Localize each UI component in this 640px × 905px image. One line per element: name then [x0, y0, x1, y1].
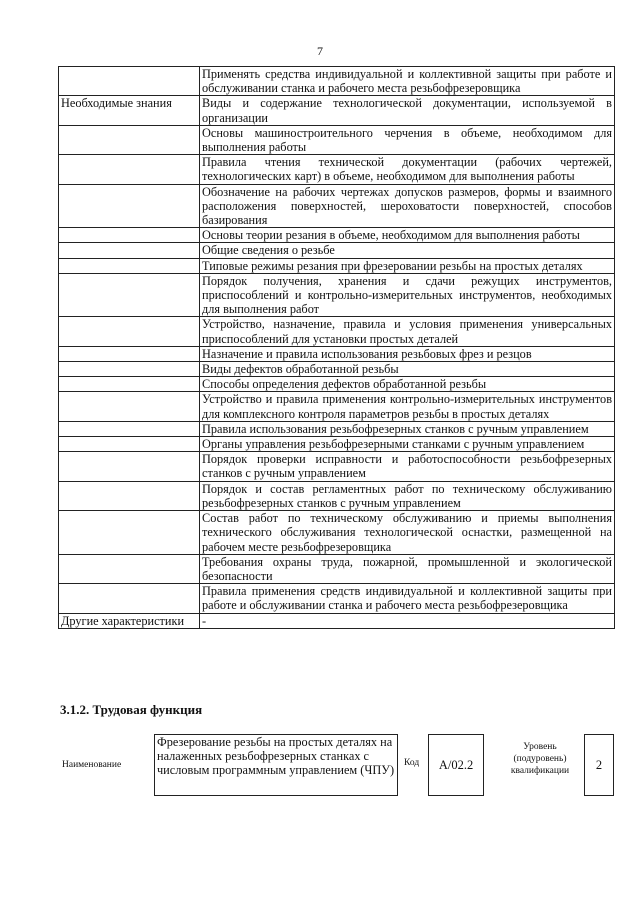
table-row [59, 437, 615, 452]
row-text: Правила применения средств индивидуальной и коллективной защиты при работе и обслуживании станка и рабочего места резьбофрезеровщика [200, 584, 615, 613]
row-label [59, 346, 200, 361]
row-text: Порядок проверки исправности и работоспособности резьбофрезерных станков с ручным управлением [200, 452, 615, 481]
row-label [59, 67, 200, 96]
row-label [59, 125, 200, 154]
row-text: Виды дефектов обработанной резьбы [200, 362, 615, 377]
table-row [59, 317, 615, 346]
row-label [59, 258, 200, 273]
table-row [59, 67, 615, 96]
function-code-value: А/02.2 [428, 734, 484, 796]
function-name-value: Фрезерование резьбы на простых деталях на налаженных резьбофрезерных станках с числовым программным управлением (ЧПУ) [154, 734, 398, 796]
row-text: Общие сведения о резьбе [200, 243, 615, 258]
table-row [59, 421, 615, 436]
row-text: Обозначение на рабочих чертежах допусков размеров, формы и взаимного расположения поверхностей, шероховатости поверхностей, способов базирования [200, 184, 615, 228]
row-text: Правила чтения технической документации (рабочих чертежей, технологических карт) в объеме, необходимом для выполнения работы [200, 155, 615, 184]
table-row [59, 452, 615, 481]
table-row [59, 96, 615, 125]
row-text: - [200, 613, 615, 628]
table-row [59, 155, 615, 184]
row-text: Способы определения дефектов обработанной резьбы [200, 377, 615, 392]
row-label [59, 273, 200, 317]
page-number: 7 [317, 44, 323, 58]
row-text: Применять средства индивидуальной и коллективной защиты при работе и обслуживании станка и рабочего места резьбофрезеровщика [200, 67, 615, 96]
row-text: Правила использования резьбофрезерных станков с ручным управлением [200, 421, 615, 436]
table-row [59, 273, 615, 317]
row-text: Назначение и правила использования резьбовых фрез и резцов [200, 346, 615, 361]
row-label [59, 243, 200, 258]
table-row [59, 511, 615, 555]
table-row [59, 613, 615, 628]
table-row [59, 346, 615, 361]
row-text: Требования охраны труда, пожарной, промышленной и экологической безопасности [200, 554, 615, 583]
name-label: Наименование [62, 760, 122, 770]
row-label [59, 511, 200, 555]
row-text: Устройство, назначение, правила и условия применения универсальных приспособлений для установки простых деталей [200, 317, 615, 346]
row-text: Органы управления резьбофрезерными станками с ручным управлением [200, 437, 615, 452]
table-row [59, 362, 615, 377]
level-label: Уровень (подуровень) квалификации [510, 742, 570, 776]
row-label [59, 421, 200, 436]
table-row [59, 228, 615, 243]
table-row [59, 184, 615, 228]
table-row [59, 584, 615, 613]
row-label [59, 228, 200, 243]
row-text: Состав работ по техническому обслуживанию и приемы выполнения технического обслуживания технологической оснастки, размещенной на рабочем месте резьбофрезеровщика [200, 511, 615, 555]
row-label [59, 452, 200, 481]
row-text: Основы теории резания в объеме, необходимом для выполнения работы [200, 228, 615, 243]
row-text: Порядок и состав регламентных работ по техническому обслуживанию резьбофрезерных станков с ручным управлением [200, 481, 615, 510]
table-row [59, 377, 615, 392]
row-label [59, 155, 200, 184]
section-heading: 3.1.2. Трудовая функция [60, 702, 203, 717]
qualification-level-value: 2 [584, 734, 614, 796]
row-text: Устройство и правила применения контрольно-измерительных инструментов для комплексного контроля параметров резьбы в простых деталях [200, 392, 615, 421]
row-text: Основы машиностроительного черчения в объеме, необходимом для выполнения работы [200, 125, 615, 154]
row-label [59, 437, 200, 452]
row-label [59, 481, 200, 510]
row-text: Виды и содержание технологической документации, используемой в организации [200, 96, 615, 125]
row-label [59, 184, 200, 228]
table-row [59, 243, 615, 258]
row-label [59, 362, 200, 377]
row-label [59, 317, 200, 346]
row-label [59, 584, 200, 613]
row-label: Другие характеристики [59, 613, 200, 628]
row-label [59, 554, 200, 583]
table-row [59, 258, 615, 273]
row-label [59, 377, 200, 392]
knowledge-table [58, 66, 615, 629]
table-row [59, 554, 615, 583]
row-text: Типовые режимы резания при фрезеровании резьбы на простых деталях [200, 258, 615, 273]
code-label: Код [404, 758, 420, 768]
table-row [59, 481, 615, 510]
row-text: Порядок получения, хранения и сдачи режущих инструментов, приспособлений и контрольно-измерительных инструментов, необходимых для выполнения работ [200, 273, 615, 317]
table-row [59, 392, 615, 421]
row-label [59, 392, 200, 421]
row-label: Необходимые знания [59, 96, 200, 125]
table-row [59, 125, 615, 154]
